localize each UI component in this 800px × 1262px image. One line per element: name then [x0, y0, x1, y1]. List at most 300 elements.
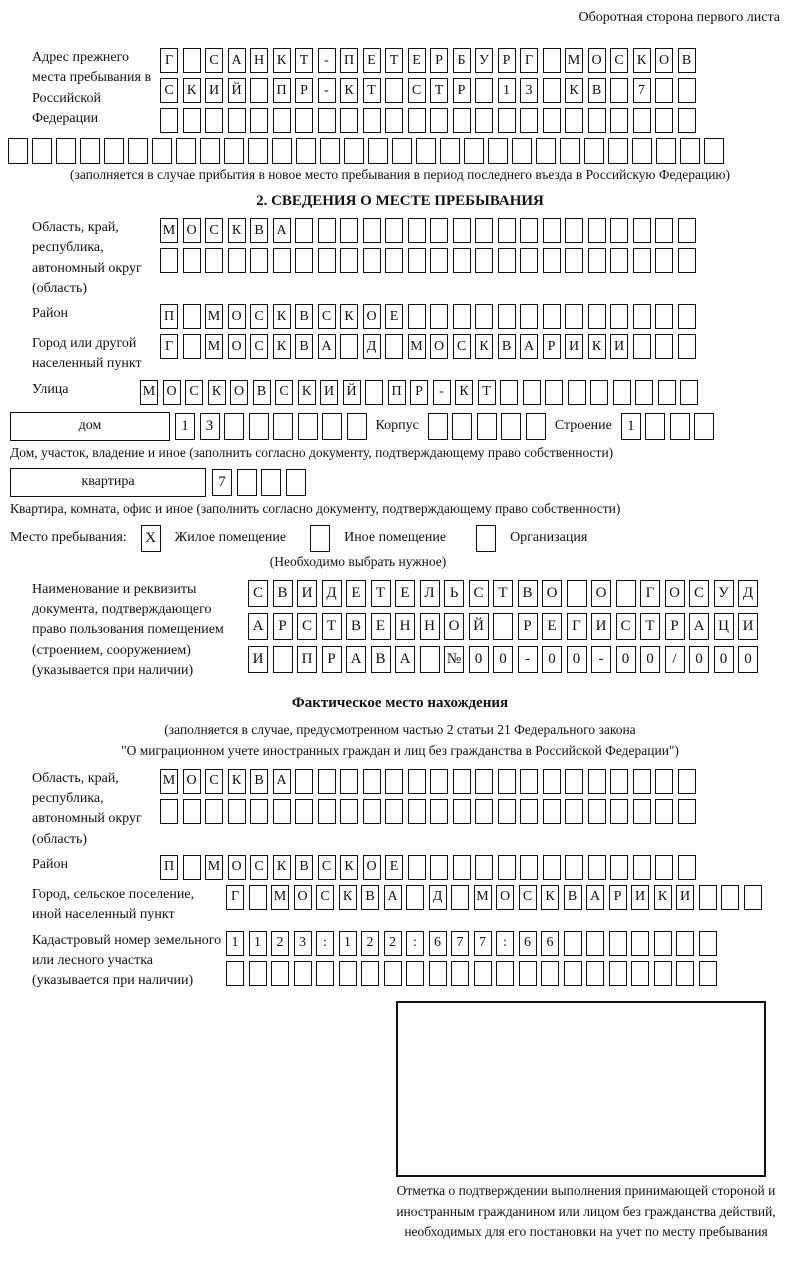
- char-box[interactable]: [565, 248, 583, 273]
- char-box[interactable]: 0: [493, 646, 513, 673]
- char-box[interactable]: [295, 769, 313, 794]
- char-box[interactable]: А: [384, 885, 402, 910]
- char-box[interactable]: А: [586, 885, 604, 910]
- char-box[interactable]: [616, 580, 636, 607]
- char-box[interactable]: [520, 769, 538, 794]
- char-box[interactable]: О: [430, 334, 448, 359]
- char-box[interactable]: [565, 769, 583, 794]
- char-box[interactable]: [340, 218, 358, 243]
- char-box[interactable]: [520, 799, 538, 824]
- char-box[interactable]: Р: [273, 613, 293, 640]
- char-box[interactable]: [678, 769, 696, 794]
- char-box[interactable]: 7: [474, 931, 492, 956]
- char-box[interactable]: [440, 138, 460, 164]
- char-box[interactable]: [453, 769, 471, 794]
- char-box[interactable]: И: [631, 885, 649, 910]
- char-box[interactable]: О: [655, 48, 673, 73]
- char-box[interactable]: С: [408, 78, 426, 103]
- char-box[interactable]: [676, 931, 694, 956]
- char-box[interactable]: [520, 248, 538, 273]
- char-box[interactable]: Е: [542, 613, 562, 640]
- char-box[interactable]: [655, 218, 673, 243]
- char-box[interactable]: [565, 304, 583, 329]
- char-box[interactable]: [654, 931, 672, 956]
- char-box[interactable]: Д: [738, 580, 758, 607]
- char-box[interactable]: [273, 646, 293, 673]
- char-box[interactable]: С: [297, 613, 317, 640]
- char-box[interactable]: [408, 855, 426, 880]
- char-box[interactable]: Е: [385, 304, 403, 329]
- char-box[interactable]: [633, 218, 651, 243]
- char-box[interactable]: 3: [200, 413, 220, 440]
- char-box[interactable]: [250, 108, 268, 133]
- char-box[interactable]: В: [564, 885, 582, 910]
- char-box[interactable]: [608, 138, 628, 164]
- char-box[interactable]: М: [474, 885, 492, 910]
- char-box[interactable]: К: [633, 48, 651, 73]
- char-box[interactable]: [408, 108, 426, 133]
- char-box[interactable]: [678, 304, 696, 329]
- char-box[interactable]: -: [433, 380, 451, 405]
- char-box[interactable]: [320, 138, 340, 164]
- char-box[interactable]: [249, 413, 269, 440]
- char-box[interactable]: Р: [609, 885, 627, 910]
- char-box[interactable]: П: [297, 646, 317, 673]
- char-box[interactable]: [294, 961, 312, 986]
- char-box[interactable]: [633, 799, 651, 824]
- char-box[interactable]: [406, 961, 424, 986]
- char-box[interactable]: [205, 108, 223, 133]
- char-box[interactable]: 0: [616, 646, 636, 673]
- char-box[interactable]: :: [316, 931, 334, 956]
- char-box[interactable]: [384, 961, 402, 986]
- char-box[interactable]: С: [453, 334, 471, 359]
- char-box[interactable]: Е: [363, 48, 381, 73]
- char-box[interactable]: В: [361, 885, 379, 910]
- char-box[interactable]: [406, 885, 424, 910]
- char-box[interactable]: 6: [429, 931, 447, 956]
- char-box[interactable]: 1: [621, 413, 641, 440]
- char-box[interactable]: [363, 108, 381, 133]
- char-box[interactable]: Т: [322, 613, 342, 640]
- char-box[interactable]: М: [205, 855, 223, 880]
- char-box[interactable]: [475, 855, 493, 880]
- char-box[interactable]: С: [616, 613, 636, 640]
- char-box[interactable]: Т: [430, 78, 448, 103]
- char-box[interactable]: [224, 413, 244, 440]
- char-box[interactable]: [272, 138, 292, 164]
- char-box[interactable]: А: [273, 218, 291, 243]
- char-box[interactable]: [430, 855, 448, 880]
- char-box[interactable]: [318, 248, 336, 273]
- char-box[interactable]: [363, 799, 381, 824]
- char-box[interactable]: [694, 413, 714, 440]
- checkbox-organization[interactable]: [476, 525, 496, 552]
- char-box[interactable]: [430, 108, 448, 133]
- char-box[interactable]: [633, 304, 651, 329]
- char-box[interactable]: -: [518, 646, 538, 673]
- char-box[interactable]: [721, 885, 739, 910]
- char-box[interactable]: С: [205, 218, 223, 243]
- char-box[interactable]: [699, 885, 717, 910]
- char-box[interactable]: [610, 799, 628, 824]
- char-box[interactable]: [543, 769, 561, 794]
- char-box[interactable]: [501, 413, 521, 440]
- char-box[interactable]: [475, 769, 493, 794]
- char-box[interactable]: [564, 931, 582, 956]
- char-box[interactable]: М: [160, 218, 178, 243]
- char-box[interactable]: [543, 304, 561, 329]
- char-box[interactable]: [588, 304, 606, 329]
- char-box[interactable]: Й: [228, 78, 246, 103]
- char-box[interactable]: К: [228, 218, 246, 243]
- char-box[interactable]: [464, 138, 484, 164]
- char-box[interactable]: [633, 108, 651, 133]
- char-box[interactable]: П: [273, 78, 291, 103]
- char-box[interactable]: В: [371, 646, 391, 673]
- char-box[interactable]: [610, 769, 628, 794]
- char-box[interactable]: И: [248, 646, 268, 673]
- char-box[interactable]: [678, 334, 696, 359]
- char-box[interactable]: 0: [542, 646, 562, 673]
- char-box[interactable]: -: [318, 78, 336, 103]
- char-box[interactable]: [498, 799, 516, 824]
- char-box[interactable]: [318, 218, 336, 243]
- char-box[interactable]: С: [250, 334, 268, 359]
- char-box[interactable]: Р: [295, 78, 313, 103]
- char-box[interactable]: [392, 138, 412, 164]
- char-box[interactable]: Г: [567, 613, 587, 640]
- char-box[interactable]: [250, 78, 268, 103]
- char-box[interactable]: О: [542, 580, 562, 607]
- char-box[interactable]: [610, 108, 628, 133]
- char-box[interactable]: [295, 799, 313, 824]
- char-box[interactable]: [32, 138, 52, 164]
- char-box[interactable]: [654, 961, 672, 986]
- char-box[interactable]: [250, 248, 268, 273]
- char-box[interactable]: М: [160, 769, 178, 794]
- char-box[interactable]: [385, 334, 403, 359]
- char-box[interactable]: Т: [478, 380, 496, 405]
- char-box[interactable]: И: [565, 334, 583, 359]
- char-box[interactable]: О: [665, 580, 685, 607]
- char-box[interactable]: [678, 78, 696, 103]
- char-box[interactable]: [543, 48, 561, 73]
- char-box[interactable]: Р: [430, 48, 448, 73]
- char-box[interactable]: 1: [498, 78, 516, 103]
- char-box[interactable]: Д: [322, 580, 342, 607]
- char-box[interactable]: К: [455, 380, 473, 405]
- char-box[interactable]: [520, 304, 538, 329]
- char-box[interactable]: 0: [640, 646, 660, 673]
- char-box[interactable]: [543, 218, 561, 243]
- char-box[interactable]: 1: [249, 931, 267, 956]
- char-box[interactable]: С: [316, 885, 334, 910]
- char-box[interactable]: О: [228, 334, 246, 359]
- char-box[interactable]: [361, 961, 379, 986]
- char-box[interactable]: А: [346, 646, 366, 673]
- char-box[interactable]: Е: [408, 48, 426, 73]
- char-box[interactable]: Н: [395, 613, 415, 640]
- char-box[interactable]: Г: [520, 48, 538, 73]
- char-box[interactable]: [347, 413, 367, 440]
- char-box[interactable]: Р: [498, 48, 516, 73]
- char-box[interactable]: [655, 769, 673, 794]
- char-box[interactable]: [656, 138, 676, 164]
- char-box[interactable]: [474, 961, 492, 986]
- char-box[interactable]: Е: [385, 855, 403, 880]
- char-box[interactable]: Р: [665, 613, 685, 640]
- char-box[interactable]: Ц: [714, 613, 734, 640]
- char-box[interactable]: :: [496, 931, 514, 956]
- apartment-type-box[interactable]: квартира: [10, 468, 206, 497]
- char-box[interactable]: [237, 469, 257, 496]
- char-box[interactable]: О: [228, 855, 246, 880]
- char-box[interactable]: [633, 334, 651, 359]
- char-box[interactable]: [512, 138, 532, 164]
- char-box[interactable]: В: [250, 218, 268, 243]
- char-box[interactable]: [428, 413, 448, 440]
- char-box[interactable]: :: [406, 931, 424, 956]
- char-box[interactable]: 6: [541, 931, 559, 956]
- char-box[interactable]: [565, 799, 583, 824]
- char-box[interactable]: С: [248, 580, 268, 607]
- char-box[interactable]: В: [518, 580, 538, 607]
- char-box[interactable]: [453, 855, 471, 880]
- char-box[interactable]: К: [340, 855, 358, 880]
- char-box[interactable]: [318, 799, 336, 824]
- char-box[interactable]: [226, 961, 244, 986]
- char-box[interactable]: [176, 138, 196, 164]
- char-box[interactable]: [477, 413, 497, 440]
- char-box[interactable]: Д: [363, 334, 381, 359]
- char-box[interactable]: [610, 248, 628, 273]
- char-box[interactable]: [475, 799, 493, 824]
- char-box[interactable]: [565, 108, 583, 133]
- char-box[interactable]: 3: [520, 78, 538, 103]
- char-box[interactable]: [453, 108, 471, 133]
- char-box[interactable]: С: [469, 580, 489, 607]
- char-box[interactable]: [588, 769, 606, 794]
- char-box[interactable]: Ь: [444, 580, 464, 607]
- char-box[interactable]: [655, 855, 673, 880]
- char-box[interactable]: [655, 799, 673, 824]
- char-box[interactable]: С: [250, 855, 268, 880]
- char-box[interactable]: [452, 413, 472, 440]
- char-box[interactable]: [543, 108, 561, 133]
- char-box[interactable]: С: [689, 580, 709, 607]
- char-box[interactable]: [536, 138, 556, 164]
- char-box[interactable]: [631, 931, 649, 956]
- char-box[interactable]: К: [228, 769, 246, 794]
- char-box[interactable]: [273, 799, 291, 824]
- char-box[interactable]: И: [610, 334, 628, 359]
- char-box[interactable]: [475, 218, 493, 243]
- char-box[interactable]: В: [498, 334, 516, 359]
- char-box[interactable]: В: [678, 48, 696, 73]
- char-box[interactable]: [678, 248, 696, 273]
- char-box[interactable]: П: [160, 304, 178, 329]
- char-box[interactable]: 1: [339, 931, 357, 956]
- char-box[interactable]: А: [248, 613, 268, 640]
- char-box[interactable]: 0: [714, 646, 734, 673]
- char-box[interactable]: А: [273, 769, 291, 794]
- char-box[interactable]: П: [388, 380, 406, 405]
- char-box[interactable]: [363, 248, 381, 273]
- char-box[interactable]: М: [408, 334, 426, 359]
- char-box[interactable]: Т: [385, 48, 403, 73]
- char-box[interactable]: Г: [160, 48, 178, 73]
- char-box[interactable]: [363, 218, 381, 243]
- char-box[interactable]: [344, 138, 364, 164]
- char-box[interactable]: Е: [346, 580, 366, 607]
- char-box[interactable]: [475, 108, 493, 133]
- char-box[interactable]: О: [363, 855, 381, 880]
- char-box[interactable]: К: [339, 885, 357, 910]
- char-box[interactable]: [567, 580, 587, 607]
- char-box[interactable]: М: [565, 48, 583, 73]
- char-box[interactable]: И: [320, 380, 338, 405]
- char-box[interactable]: [560, 138, 580, 164]
- char-box[interactable]: [430, 304, 448, 329]
- char-box[interactable]: [588, 218, 606, 243]
- char-box[interactable]: [316, 961, 334, 986]
- char-box[interactable]: Р: [453, 78, 471, 103]
- char-box[interactable]: М: [205, 304, 223, 329]
- char-box[interactable]: К: [273, 48, 291, 73]
- char-box[interactable]: [520, 218, 538, 243]
- char-box[interactable]: [420, 646, 440, 673]
- char-box[interactable]: [610, 304, 628, 329]
- char-box[interactable]: У: [475, 48, 493, 73]
- char-box[interactable]: 7: [212, 469, 232, 496]
- char-box[interactable]: [475, 78, 493, 103]
- char-box[interactable]: [56, 138, 76, 164]
- char-box[interactable]: [610, 855, 628, 880]
- char-box[interactable]: И: [297, 580, 317, 607]
- char-box[interactable]: Т: [640, 613, 660, 640]
- char-box[interactable]: Р: [518, 613, 538, 640]
- char-box[interactable]: [205, 799, 223, 824]
- char-box[interactable]: [588, 108, 606, 133]
- char-box[interactable]: /: [665, 646, 685, 673]
- char-box[interactable]: [385, 218, 403, 243]
- char-box[interactable]: [610, 218, 628, 243]
- char-box[interactable]: [408, 769, 426, 794]
- checkbox-other-premises[interactable]: [310, 525, 330, 552]
- char-box[interactable]: К: [475, 334, 493, 359]
- char-box[interactable]: [183, 108, 201, 133]
- char-box[interactable]: [488, 138, 508, 164]
- char-box[interactable]: [408, 799, 426, 824]
- char-box[interactable]: [498, 218, 516, 243]
- char-box[interactable]: [655, 78, 673, 103]
- char-box[interactable]: [408, 248, 426, 273]
- char-box[interactable]: [365, 380, 383, 405]
- char-box[interactable]: 2: [361, 931, 379, 956]
- char-box[interactable]: [224, 138, 244, 164]
- char-box[interactable]: Н: [420, 613, 440, 640]
- char-box[interactable]: [286, 469, 306, 496]
- char-box[interactable]: 0: [567, 646, 587, 673]
- char-box[interactable]: [385, 799, 403, 824]
- char-box[interactable]: [590, 380, 608, 405]
- char-box[interactable]: [340, 108, 358, 133]
- char-box[interactable]: Т: [371, 580, 391, 607]
- char-box[interactable]: О: [163, 380, 181, 405]
- char-box[interactable]: Г: [226, 885, 244, 910]
- char-box[interactable]: [250, 799, 268, 824]
- char-box[interactable]: [520, 108, 538, 133]
- char-box[interactable]: С: [318, 304, 336, 329]
- char-box[interactable]: [340, 799, 358, 824]
- char-box[interactable]: В: [346, 613, 366, 640]
- char-box[interactable]: Д: [429, 885, 447, 910]
- char-box[interactable]: [609, 961, 627, 986]
- char-box[interactable]: [340, 769, 358, 794]
- char-box[interactable]: [183, 304, 201, 329]
- char-box[interactable]: [322, 413, 342, 440]
- char-box[interactable]: А: [689, 613, 709, 640]
- char-box[interactable]: [632, 138, 652, 164]
- char-box[interactable]: [451, 961, 469, 986]
- char-box[interactable]: [430, 248, 448, 273]
- char-box[interactable]: [655, 334, 673, 359]
- char-box[interactable]: У: [714, 580, 734, 607]
- char-box[interactable]: О: [294, 885, 312, 910]
- char-box[interactable]: [645, 413, 665, 440]
- checkbox-residential[interactable]: X: [141, 525, 161, 552]
- house-type-box[interactable]: дом: [10, 412, 170, 441]
- char-box[interactable]: [271, 961, 289, 986]
- char-box[interactable]: [568, 380, 586, 405]
- char-box[interactable]: И: [676, 885, 694, 910]
- char-box[interactable]: 2: [271, 931, 289, 956]
- char-box[interactable]: -: [591, 646, 611, 673]
- char-box[interactable]: 0: [689, 646, 709, 673]
- char-box[interactable]: [104, 138, 124, 164]
- char-box[interactable]: 7: [633, 78, 651, 103]
- char-box[interactable]: 6: [519, 931, 537, 956]
- char-box[interactable]: К: [183, 78, 201, 103]
- char-box[interactable]: О: [363, 304, 381, 329]
- char-box[interactable]: К: [541, 885, 559, 910]
- char-box[interactable]: [385, 769, 403, 794]
- char-box[interactable]: К: [588, 334, 606, 359]
- char-box[interactable]: [633, 769, 651, 794]
- char-box[interactable]: [430, 769, 448, 794]
- char-box[interactable]: [228, 248, 246, 273]
- char-box[interactable]: И: [205, 78, 223, 103]
- char-box[interactable]: О: [230, 380, 248, 405]
- char-box[interactable]: Т: [363, 78, 381, 103]
- char-box[interactable]: К: [273, 304, 291, 329]
- char-box[interactable]: [430, 799, 448, 824]
- char-box[interactable]: [613, 380, 631, 405]
- char-box[interactable]: Е: [371, 613, 391, 640]
- char-box[interactable]: [526, 413, 546, 440]
- char-box[interactable]: [635, 380, 653, 405]
- char-box[interactable]: [699, 961, 717, 986]
- char-box[interactable]: Й: [469, 613, 489, 640]
- char-box[interactable]: [296, 138, 316, 164]
- char-box[interactable]: И: [738, 613, 758, 640]
- char-box[interactable]: [429, 961, 447, 986]
- char-box[interactable]: [543, 799, 561, 824]
- char-box[interactable]: С: [205, 48, 223, 73]
- char-box[interactable]: О: [591, 580, 611, 607]
- char-box[interactable]: [493, 613, 513, 640]
